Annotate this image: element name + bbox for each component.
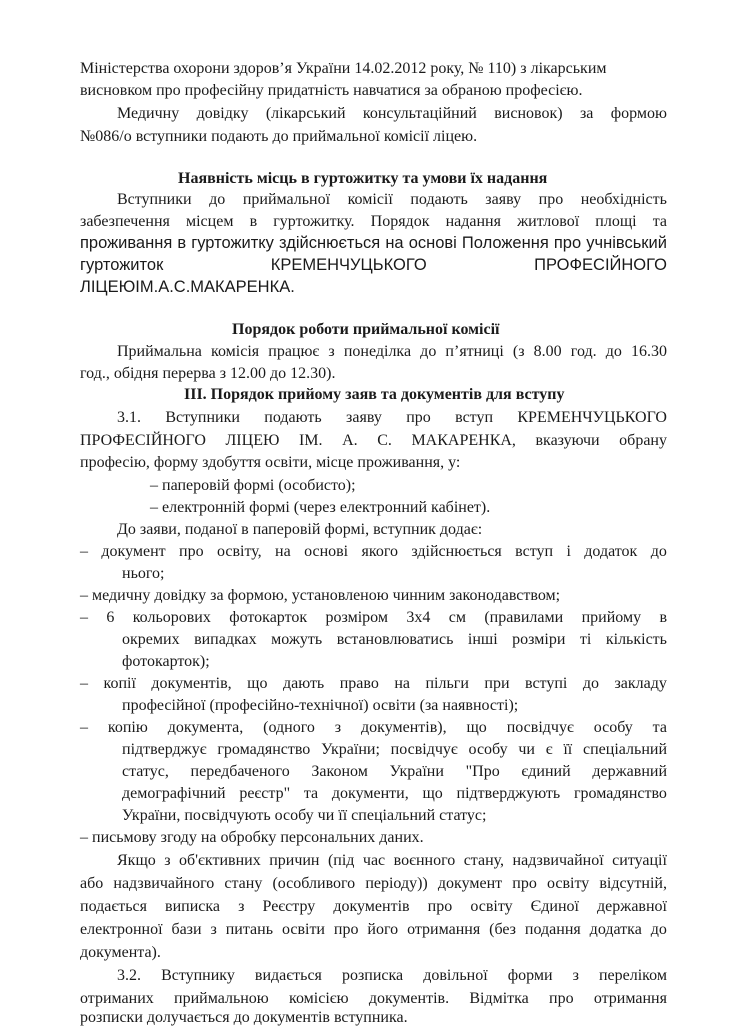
word: А.: [342, 432, 358, 449]
word: заяву: [346, 409, 382, 426]
word: см: [448, 609, 466, 626]
word: розписка: [341, 967, 404, 984]
word: можуть: [271, 631, 323, 648]
word: надання: [445, 213, 501, 230]
word: формою: [610, 105, 667, 122]
word: Єдиної: [530, 898, 579, 915]
word: що: [247, 675, 268, 692]
text-line: [117, 851, 667, 871]
word: до: [605, 343, 622, 360]
text-line: [80, 233, 667, 253]
word: з: [210, 921, 217, 938]
word: демографічний: [122, 785, 226, 802]
word: документів),: [361, 719, 447, 736]
section-heading: Наявність місць в гуртожитку та умови їх надання: [178, 170, 548, 187]
word: про: [333, 921, 359, 938]
word: документи,: [331, 785, 409, 802]
word: України: [389, 763, 444, 780]
word: спеціальний: [583, 741, 667, 758]
word: при: [484, 675, 510, 692]
word: приймальною: [174, 990, 269, 1007]
text-line: [80, 920, 667, 940]
word: –: [80, 609, 88, 626]
word: комісією: [289, 990, 349, 1007]
list-item: – письмову згоду на обробку персональних даних.: [80, 829, 424, 846]
word: подання: [524, 921, 581, 938]
word: Якщо: [117, 852, 156, 869]
word: з: [238, 898, 245, 915]
word: Вступнику: [161, 967, 235, 984]
word: державної: [597, 898, 667, 915]
word: 3х4: [406, 609, 431, 626]
word: Порядок: [370, 213, 430, 230]
word: до: [582, 675, 599, 692]
word: учнівський: [586, 234, 667, 252]
word: за: [579, 105, 594, 122]
word: з: [164, 852, 171, 869]
text-line: [117, 342, 667, 362]
word: (одного: [263, 719, 315, 736]
word: в: [659, 609, 667, 626]
word: та: [652, 719, 667, 736]
text-line: [80, 874, 667, 894]
word: переліком: [598, 967, 667, 984]
word: документ: [437, 875, 503, 892]
word: особу: [593, 719, 633, 736]
list-item: – електронній формі (через електронний кабінет).: [150, 499, 491, 516]
word: 8.00: [533, 343, 562, 360]
word: заяву: [485, 191, 522, 208]
word: підтверджує: [122, 741, 207, 758]
word: основі: [304, 543, 349, 560]
word: –: [80, 675, 88, 692]
text-line: [122, 762, 667, 782]
word: освіту: [546, 875, 590, 892]
word: довільної: [423, 967, 488, 984]
text-line: розписки долучається до документів вступника.: [80, 1009, 408, 1026]
word: освіту,: [216, 543, 262, 560]
word: подається: [80, 898, 147, 915]
word: що: [422, 785, 443, 802]
word: Положення: [461, 234, 549, 252]
word: працює: [268, 343, 320, 360]
word: на: [385, 234, 404, 252]
word: ПРОФЕСІЙНОГО: [534, 256, 667, 274]
list-item: [80, 542, 667, 562]
text-line: До заяви, поданої в паперовій формі, вступник додає:: [117, 521, 483, 538]
word: до: [650, 921, 667, 938]
word: вступі: [524, 675, 568, 692]
word: прийому: [581, 609, 642, 626]
word: 3.2.: [117, 967, 141, 984]
word: ЛІЦЕЮ: [225, 432, 280, 449]
word: додатка: [589, 921, 642, 938]
word: про: [549, 990, 574, 1007]
word: громадянство: [217, 741, 311, 758]
word: електронної: [80, 921, 163, 938]
word: вступ: [515, 543, 554, 560]
text-line: України, посвідчують особу чи її спеціальний статус;: [122, 807, 487, 824]
text-line: [122, 630, 667, 650]
word: встановлюватись: [336, 631, 454, 648]
list-item: – медичну довідку за формою, установленою чинним законодавством;: [80, 587, 561, 604]
word: документа,: [167, 719, 244, 736]
word: і: [566, 543, 571, 560]
word: надзвичайного: [113, 875, 215, 892]
word: копії: [103, 675, 136, 692]
word: якого: [361, 543, 398, 560]
word: подають: [264, 409, 322, 426]
word: "Про: [465, 763, 500, 780]
word: кількість: [605, 631, 667, 648]
word: –: [80, 543, 88, 560]
word: (лікарський: [265, 105, 346, 122]
list-item: – паперовій формі (особисто);: [150, 477, 356, 494]
word: комісія: [211, 343, 260, 360]
word: (з: [512, 343, 525, 360]
text-line: [80, 897, 667, 917]
word: про: [179, 543, 204, 560]
word: питань: [225, 921, 274, 938]
word: здійснюється: [279, 234, 381, 252]
word: ті: [579, 631, 592, 648]
word: розміром: [325, 609, 388, 626]
text-line: нього;: [122, 565, 165, 582]
text-line: ЛІЦЕЮІМ.А.С.МАКАРЕНКА.: [80, 278, 295, 296]
word: (без: [489, 921, 516, 938]
word: воєнного: [393, 852, 456, 869]
word: виписка: [165, 898, 221, 915]
word: її: [563, 741, 573, 758]
word: МАКАРЕНКА,: [411, 432, 516, 449]
word: фотокарток: [229, 609, 308, 626]
text-line: [122, 784, 667, 804]
word: необхідність: [580, 191, 667, 208]
text-line: [80, 255, 667, 275]
word: понеділка: [343, 343, 412, 360]
word: проживання: [80, 234, 173, 252]
word: відсутній,: [599, 875, 667, 892]
text-line: професійної (професійно-технічної) освіти (за наявності);: [122, 697, 519, 714]
word: комісії: [347, 191, 393, 208]
word: стану: [224, 875, 263, 892]
text-line: [122, 740, 667, 760]
word: отримання: [407, 921, 481, 938]
word: про: [512, 875, 537, 892]
word: форми: [507, 967, 553, 984]
word: розміри: [512, 631, 566, 648]
word: площі: [595, 213, 637, 230]
text-line: [80, 989, 667, 1009]
word: громадянство: [573, 785, 667, 802]
word: –: [80, 719, 88, 736]
word: КРЕМЕНЧУЦЬКОГО: [517, 409, 667, 426]
word: про: [538, 191, 564, 208]
word: чи: [518, 741, 535, 758]
word: дають: [282, 675, 325, 692]
word: з: [334, 719, 342, 736]
word: статус,: [122, 763, 169, 780]
word: пільги: [425, 675, 469, 692]
word: в: [177, 234, 187, 252]
word: отримання: [593, 990, 667, 1007]
word: С.: [377, 432, 392, 449]
word: випадках: [194, 631, 257, 648]
word: отриманих: [80, 990, 154, 1007]
word: державний: [592, 763, 667, 780]
word: закладу: [614, 675, 667, 692]
text-line: професію, форму здобуття освіти, місце проживання, у:: [80, 454, 461, 471]
word: окремих: [122, 631, 180, 648]
word: стану,: [463, 852, 505, 869]
word: 16.30: [630, 343, 667, 360]
word: документів: [333, 898, 410, 915]
word: на: [394, 675, 410, 692]
word: бази: [171, 921, 202, 938]
text-line: [80, 431, 667, 451]
word: вказуючи: [535, 432, 600, 449]
word: документів,: [151, 675, 232, 692]
word: Реєстру: [262, 898, 316, 915]
word: год.: [570, 343, 597, 360]
word: що: [466, 719, 487, 736]
text-line: [117, 190, 667, 210]
word: в: [249, 213, 258, 230]
word: подають: [410, 191, 468, 208]
word: здійснюється: [411, 543, 502, 560]
word: 3.1.: [117, 409, 141, 426]
word: 6: [106, 609, 115, 626]
word: забезпечення: [80, 213, 170, 230]
word: довідку: [196, 105, 249, 122]
word: об'єктивних: [179, 852, 261, 869]
text-line: [117, 966, 667, 986]
word: причин: [269, 852, 320, 869]
word: вступ: [455, 409, 494, 426]
word: посвідчує: [506, 719, 574, 736]
word: є: [545, 741, 553, 758]
word: Медичну: [117, 105, 180, 122]
word: ІМ.: [298, 432, 323, 449]
word: про: [553, 234, 582, 252]
word: п’ятниці: [445, 343, 504, 360]
word: кольорових: [132, 609, 211, 626]
word: Відмітка: [469, 990, 529, 1007]
word: час: [362, 852, 386, 869]
word: приймальної: [242, 191, 331, 208]
word: гуртожитку.: [273, 213, 355, 230]
word: реєстр": [239, 785, 291, 802]
list-item: [80, 608, 667, 628]
text-line: год., обідня перерва з 12.00 до 12.30).: [80, 365, 336, 382]
word: періоду)): [365, 875, 428, 892]
word: (під: [327, 852, 355, 869]
word: до: [420, 343, 437, 360]
list-item: [80, 718, 667, 738]
word: (особливого: [272, 875, 356, 892]
word: видається: [254, 967, 322, 984]
word: освіти: [281, 921, 325, 938]
word: про: [406, 409, 431, 426]
word: гуртожиток: [80, 256, 164, 274]
word: посвідчує: [390, 741, 458, 758]
text-line: документа).: [80, 944, 161, 961]
word: про: [427, 898, 453, 915]
list-item: [80, 674, 667, 694]
word: документів.: [368, 990, 450, 1007]
word: з: [572, 967, 579, 984]
text-line: [117, 104, 667, 124]
word: його: [367, 921, 399, 938]
text-line: Міністерства охорони здоров’я України 14.02.2012 року, № 110) з лікарським: [80, 60, 607, 77]
word: КРЕМЕНЧУЦЬКОГО: [270, 256, 427, 274]
word: з: [328, 343, 335, 360]
word: місцем: [185, 213, 234, 230]
word: особу: [468, 741, 508, 758]
text-line: [80, 212, 667, 232]
word: обрану: [619, 432, 667, 449]
word: освіту: [470, 898, 513, 915]
text-line: [117, 408, 667, 428]
word: Вступники: [165, 409, 240, 426]
section-heading: Порядок роботи приймальної комісії: [232, 321, 500, 338]
word: документ: [101, 543, 166, 560]
word: до: [209, 191, 226, 208]
word: (правилами: [484, 609, 564, 626]
word: Приймальна: [117, 343, 202, 360]
word: консультаційний: [362, 105, 477, 122]
word: України;: [321, 741, 380, 758]
word: додаток: [584, 543, 638, 560]
section-heading: ІІІ. Порядок прийому заяв та документів для вступу: [184, 386, 565, 403]
word: та: [652, 213, 667, 230]
word: копію: [107, 719, 148, 736]
word: або: [80, 875, 104, 892]
word: до: [650, 543, 667, 560]
text-line: фотокарток);: [122, 653, 210, 670]
word: право: [339, 675, 379, 692]
word: підтверджують: [456, 785, 561, 802]
word: надзвичайної: [512, 852, 604, 869]
word: ситуації: [612, 852, 667, 869]
word: єдиний: [521, 763, 571, 780]
word: основі: [408, 234, 457, 252]
word: та: [303, 785, 319, 802]
word: інші: [467, 631, 498, 648]
word: на: [275, 543, 291, 560]
word: висновок): [494, 105, 563, 122]
text-line: №086/о вступники подають до приймальної комісії ліцею.: [80, 128, 478, 145]
word: Законом: [311, 763, 368, 780]
word: гуртожитку: [191, 234, 274, 252]
word: передбаченого: [190, 763, 290, 780]
word: ПРОФЕСІЙНОГО: [80, 432, 206, 449]
word: житлової: [517, 213, 580, 230]
text-line: висновком про професійну придатність навчатися за обраною професією.: [80, 82, 583, 99]
word: Вступники: [117, 191, 192, 208]
